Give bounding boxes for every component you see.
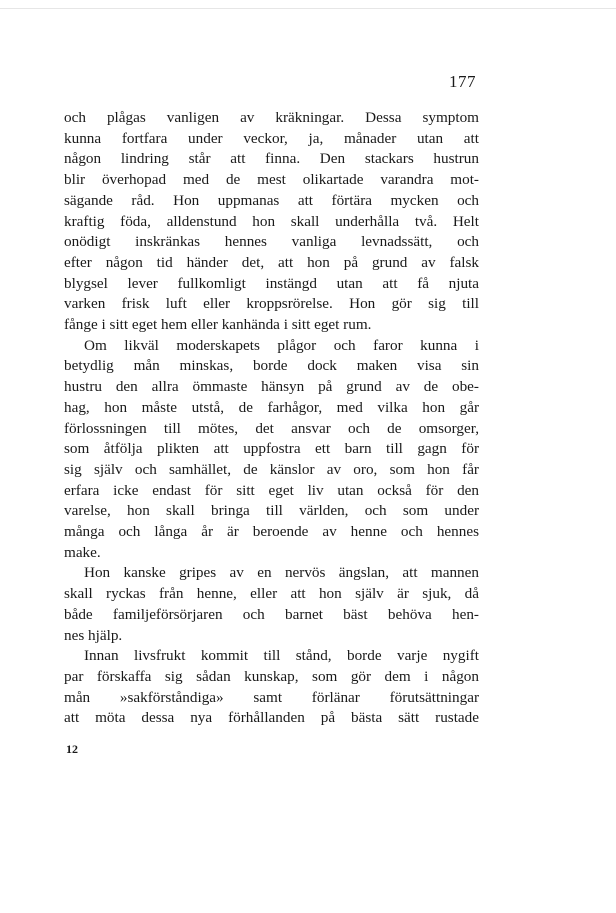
signature-mark: 12 bbox=[66, 742, 78, 756]
text-line: blir överhopad med de mest olikartade varandra mot- bbox=[64, 171, 479, 189]
text-line: många och långa år är beroende av henne och hennes bbox=[64, 523, 479, 541]
text-line: nes hjälp. bbox=[64, 626, 123, 644]
text-line: kunna fortfara under veckor, ja, månader utan att bbox=[64, 129, 479, 147]
paragraph bbox=[64, 336, 479, 564]
text-line: skall ryckas från henne, eller att hon själv är sjuk, då bbox=[64, 585, 479, 603]
text-line: varken frisk luft eller kroppsrörelse. Hon gör sig till bbox=[64, 295, 479, 313]
text-line: förlossningen till mötes, det ansvar och de omsorger, bbox=[64, 419, 479, 437]
text-line: blygsel lever fullkomligt instängd utan att få njuta bbox=[64, 274, 479, 292]
text-line: efter någon tid händer det, att hon på grund av falsk bbox=[64, 253, 479, 271]
scan-edge bbox=[0, 0, 616, 9]
text-line: och plågas vanligen av kräkningar. Dessa symptom bbox=[64, 109, 479, 126]
text-line: både familjeförsörjaren och barnet bäst behöva hen- bbox=[64, 605, 479, 623]
text-line: fånge i sitt eget hem eller kanhända i sitt eget rum. bbox=[64, 316, 372, 334]
text-line: make. bbox=[64, 543, 101, 561]
paragraph bbox=[64, 108, 479, 336]
text-line: varelse, hon skall bringa till världen, och som under bbox=[64, 502, 479, 520]
text-line: kraftig föda, alldenstund hon skall underhålla två. Helt bbox=[64, 212, 479, 230]
page-number: 177 bbox=[449, 72, 476, 91]
text-line: Hon kanske gripes av en nervös ängslan, att mannen bbox=[84, 564, 479, 582]
text-line: hustru den allra ömmaste hänsyn på grund av de obe- bbox=[64, 378, 479, 396]
body-text bbox=[64, 108, 479, 729]
text-line: betydlig mån minskas, borde dock maken visa sin bbox=[64, 357, 479, 375]
text-line: sägande råd. Hon uppmanas att förtära mycken och bbox=[64, 191, 479, 209]
text-line: att möta dessa nya förhållanden på bästa sätt rustade bbox=[64, 709, 479, 727]
text-line: hag, hon måste utstå, de farhågor, med vilka hon går bbox=[64, 398, 479, 416]
text-line: som åtfölja plikten att uppfostra ett barn till gagn för bbox=[64, 440, 479, 458]
text-line: erfara icke endast för sitt eget liv utan också för den bbox=[64, 481, 479, 499]
paragraph bbox=[64, 563, 479, 646]
text-line: någon lindring står att finna. Den stackars hustrun bbox=[64, 150, 479, 168]
text-line: Innan livsfrukt kommit till stånd, borde varje nygift bbox=[84, 647, 479, 665]
text-line: par förskaffa sig sådan kunskap, som gör dem i någon bbox=[64, 667, 479, 685]
text-line: mån »sakförståndiga» samt förlänar förutsättningar bbox=[64, 688, 479, 706]
text-line: sig själv och samhället, de känslor av oro, som hon får bbox=[64, 460, 479, 478]
text-line: onödigt inskränkas hennes vanliga levnadssätt, och bbox=[64, 233, 479, 251]
paragraph bbox=[64, 646, 479, 729]
text-line: Om likväl moderskapets plågor och faror kunna i bbox=[84, 336, 479, 354]
